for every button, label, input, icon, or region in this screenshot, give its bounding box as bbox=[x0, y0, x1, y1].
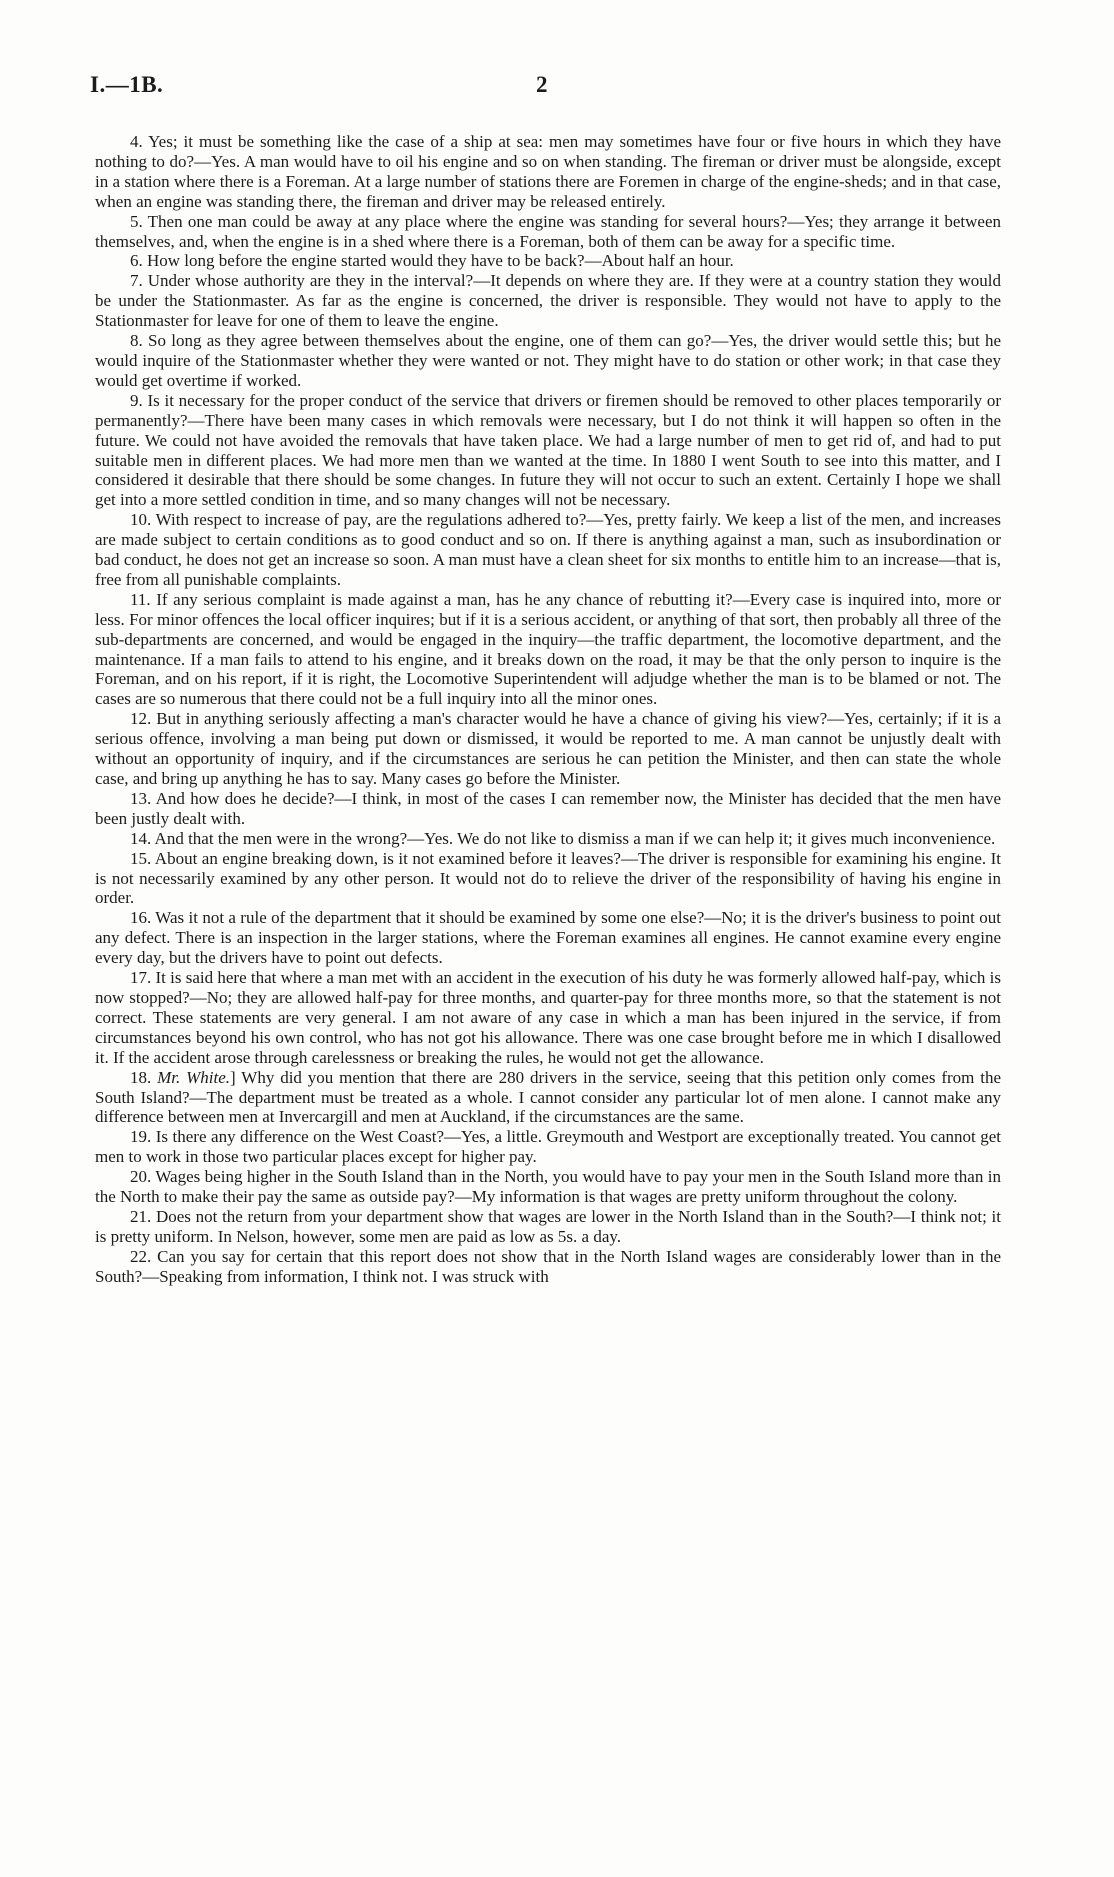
paragraph-q20: 20. Wages being higher in the South Island than in the North, you would have to pay your men in the South Island more than in the North to make their pay the same as outside pay?—My information is that wages are pretty uniform throughout the colony. bbox=[95, 1167, 1001, 1207]
paragraph-q21: 21. Does not the return from your department show that wages are lower in the North Island than in the South?—I think not; it is pretty uniform. In Nelson, however, some men are paid as low as 5s. a day. bbox=[95, 1206, 1001, 1246]
testimony-body bbox=[95, 132, 1001, 1287]
paragraph-q13: 13. And how does he decide?—I think, in most of the cases I can remember now, the Minister has decided that the men have been justly dealt with. bbox=[95, 788, 1001, 828]
paragraph-q15: 15. About an engine breaking down, is it not examined before it leaves?—The driver is responsible for examining his engine. It is not necessarily examined by any other person. It would not do to relieve the driver of the responsibility of having his engine in order. bbox=[95, 848, 1001, 908]
paragraph-q22: 22. Can you say for certain that this report does not show that in the North Island wages are considerably lower than in the South?—Speaking from information, I think not. I was struck with bbox=[95, 1246, 1001, 1286]
speaker-name: Mr. White. bbox=[157, 1067, 231, 1087]
paragraph-q7: 7. Under whose authority are they in the interval?—It depends on where they are. If they were at a country station they would be under the Stationmaster. As far as the engine is concerned, the driver is responsible. They would not have to apply to the Stationmaster for leave for one of them to leave the engine. bbox=[95, 271, 1001, 331]
document-reference: I.—1B. bbox=[90, 72, 164, 97]
question-number: 18. bbox=[130, 1067, 158, 1087]
paragraph-q17: 17. It is said here that where a man met with an accident in the execution of his duty he was formerly allowed half-pay, which is now stopped?—No; they are allowed half-pay for three months, and quarter-pay for three months more, so that the statement is not correct. These statements are very general. I am not aware of any case in which a man has been injured in the service, if from circumstances beyond his own control, who has not got his allowance. There was one case brought before me in which I disallowed it. If the accident arose through carelessness or breaking the rules, he would not get the allowance. bbox=[95, 968, 1001, 1067]
paragraph-q19: 19. Is there any difference on the West Coast?—Yes, a little. Greymouth and Westport are exceptionally treated. You cannot get men to work in those two particular places except for higher pay. bbox=[95, 1127, 1001, 1167]
paragraph-q5: 5. Then one man could be away at any place where the engine was standing for several hours?—Yes; they arrange it between themselves, and, when the engine is in a shed where there is a Foreman, both of them can be away for a specific time. bbox=[95, 211, 1001, 251]
paragraph-q11: 11. If any serious complaint is made against a man, has he any chance of rebutting it?—Every case is inquired into, more or less. For minor offences the local officer inquires; but if it is a serious accident, or anything of that sort, then probably all three of the sub-departments are concerned, and would be engaged in the inquiry—the traffic department, the locomotive department, and the maintenance. If a man fails to attend to his engine, and it breaks down on the road, it may be that the only person to inquire is the Foreman, and on his report, if it is right, the Locomotive Superintendent will adjudge whether the man is to be blamed or not. The cases are so numerous that there could not be a full inquiry into all the minor ones. bbox=[95, 589, 1001, 709]
paragraph-q14: 14. And that the men were in the wrong?—Yes. We do not like to dismiss a man if we can help it; it gives much inconvenience. bbox=[130, 828, 996, 848]
paragraph-q16: 16. Was it not a rule of the department that it should be examined by some one else?—No; it is the driver's business to point out any defect. There is an inspection in the larger stations, where the Foreman examines all engines. He cannot examine every engine every day, but the drivers have to point out defects. bbox=[95, 908, 1001, 968]
paragraph-text: ] Why did you mention that there are 280 drivers in the service, seeing that this petition only comes from the South Island?—The department must be treated as a whole. I cannot consider any particular lot of men alone. I cannot make any difference between men at Invercargill and men at Auckland, if the circumstances are the same. bbox=[95, 1067, 1002, 1127]
paragraph-q9: 9. Is it necessary for the proper conduct of the service that drivers or firemen should be removed to other places temporarily or permanently?—There have been many cases in which removals were necessary, but I do not think it will happen so often in the future. We could not have avoided the removals that have taken place. We had a large number of men to get rid of, and had to put suitable men in different places. We had more men than we wanted at the time. In 1880 I went South to see into this matter, and I considered it desirable that there should be some changes. In future they will not occur to such an extent. Certainly I hope we shall get into a more settled condition in time, and so many changes will not be necessary. bbox=[95, 390, 1001, 510]
page-number: 2 bbox=[536, 72, 548, 97]
paragraph-q12: 12. But in anything seriously affecting a man's character would he have a chance of giving his view?—Yes, certainly; if it is a serious offence, involving a man being put down or dismissed, it would be reported to me. A man cannot be unjustly dealt with without an opportunity of inquiry, and if the circumstances are serious he can petition the Minister, and then can state the whole case, and bring up anything he has to say. Many cases go before the Minister. bbox=[95, 709, 1001, 788]
paragraph-q6: 6. How long before the engine started would they have to be back?—About half an hour. bbox=[130, 251, 734, 271]
paragraph-q4: 4. Yes; it must be something like the case of a ship at sea: men may sometimes have four or five hours in which they have nothing to do?—Yes. A man would have to oil his engine and so on when standing. The fireman or driver must be alongside, except in a station where there is a Foreman. At a large number of stations there are Foremen in charge of the engine-sheds; and in that case, when an engine was standing there, the fireman and driver may be released entirely. bbox=[95, 132, 1001, 211]
paragraph-q18 bbox=[95, 1068, 1001, 1128]
paragraph-q10: 10. With respect to increase of pay, are the regulations adhered to?—Yes, pretty fairly. We keep a list of the men, and increases are made subject to certain conditions as to good conduct and so on. If there is anything against a man, such as insubordination or bad conduct, he does not get an increase so soon. A man must have a clean sheet for six months to entitle him to an increase—that is, free from all punishable complaints. bbox=[95, 510, 1001, 589]
page-header bbox=[90, 72, 990, 104]
paragraph-q8: 8. So long as they agree between themselves about the engine, one of them can go?—Yes, the driver would settle this; but he would inquire of the Stationmaster whether they were wanted or not. They might have to do station or other work; in that case they would get overtime if worked. bbox=[95, 331, 1001, 390]
